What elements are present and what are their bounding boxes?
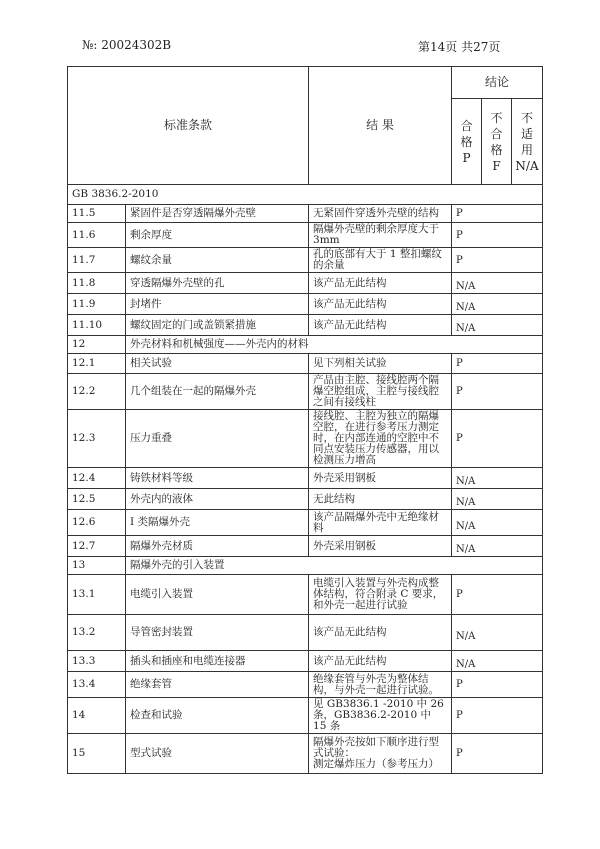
section-row (68, 557, 543, 575)
clause-number: 12.2 (68, 374, 126, 410)
clause-number: 13.2 (68, 615, 126, 651)
section-row (68, 336, 543, 354)
verdict: N/A (452, 651, 543, 672)
table-row (68, 510, 543, 536)
clause-name: 穿透隔爆外壳壁的孔 (126, 273, 309, 294)
clause-name: 铸铁材料等级 (126, 468, 309, 489)
verdict: N/A (452, 315, 543, 336)
na-header-text: 不 适 用 N/A (515, 110, 539, 173)
clause-number: 11.6 (68, 223, 126, 248)
result-text: 外壳采用钢板 (309, 536, 452, 557)
test-report-table (67, 66, 543, 774)
clause-name: 螺纹固定的门或盖锁紧措施 (126, 315, 309, 336)
clause-number: 12.3 (68, 410, 126, 468)
verdict: P (452, 410, 543, 468)
table-row (68, 315, 543, 336)
conclusion-header: 结论 (452, 67, 543, 99)
clause-name: 绝缘套管 (126, 672, 309, 698)
clause-name: 电缆引入装置 (126, 575, 309, 615)
table-row (68, 575, 543, 615)
verdict: P (452, 205, 543, 223)
table-row (68, 489, 543, 510)
clause-name: 隔爆外壳材质 (126, 536, 309, 557)
standard-row: GB 3836.2-2010 (68, 185, 543, 205)
table-row (68, 223, 543, 248)
result-text: 绝缘套管与外壳为整体结构，与外壳一起进行试验。 (309, 672, 452, 698)
verdict: P (452, 374, 543, 410)
pass-header (452, 99, 482, 185)
result-text: 该产品无此结构 (309, 294, 452, 315)
result-text: 无紧固件穿透外壳壁的结构 (309, 205, 452, 223)
clause-number: 13.1 (68, 575, 126, 615)
fail-header-text: 不 合 格 F (490, 110, 503, 173)
clause-number: 11.9 (68, 294, 126, 315)
result-text: 见 GB3836.1 -2010 中 26 条，GB3836.2-2010 中 15 条 (309, 698, 452, 734)
result-text: 产品由主腔、接线腔两个隔爆空腔组成，主腔与接线腔之间有接线柱 (309, 374, 452, 410)
section-title: 隔爆外壳的引入装置 (126, 557, 543, 575)
verdict: N/A (452, 510, 543, 536)
verdict: P (452, 698, 543, 734)
result-text: 接线腔、主腔为独立的隔爆空腔，在进行参考压力测定时，在内部连通的空腔中不同点安装压力传感器，用以检测压力增高 (309, 410, 452, 468)
verdict: P (452, 672, 543, 698)
verdict: P (452, 354, 543, 374)
pass-header-text: 合 格 P (460, 118, 473, 165)
result-text: 该产品无此结构 (309, 615, 452, 651)
clause-name: 外壳内的液体 (126, 489, 309, 510)
table-row (68, 651, 543, 672)
table-row (68, 615, 543, 651)
verdict: N/A (452, 536, 543, 557)
table-row (68, 698, 543, 734)
clause-number: 13.3 (68, 651, 126, 672)
verdict: N/A (452, 468, 543, 489)
table-row (68, 354, 543, 374)
clause-number: 13.4 (68, 672, 126, 698)
clause-name: 封堵件 (126, 294, 309, 315)
clause-number: 12 (68, 336, 126, 354)
clause-name: 压力重叠 (126, 410, 309, 468)
clause-number: 12.7 (68, 536, 126, 557)
clause-name: 几个组装在一起的隔爆外壳 (126, 374, 309, 410)
clause-name: 紧固件是否穿透隔爆外壳壁 (126, 205, 309, 223)
verdict: P (452, 223, 543, 248)
result-text: 该产品无此结构 (309, 273, 452, 294)
clause-name: I 类隔爆外壳 (126, 510, 309, 536)
section-title: 外壳材料和机械强度——外壳内的材料 (126, 336, 543, 354)
result-text: 该产品隔爆外壳中无绝缘材料 (309, 510, 452, 536)
table-row (68, 294, 543, 315)
verdict: P (452, 575, 543, 615)
table-row (68, 205, 543, 223)
table-row (68, 410, 543, 468)
clause-number: 11.8 (68, 273, 126, 294)
table-row (68, 468, 543, 489)
clause-number: 14 (68, 698, 126, 734)
clause-number: 12.4 (68, 468, 126, 489)
table-row (68, 536, 543, 557)
clause-number: 12.6 (68, 510, 126, 536)
clause-name: 检查和试验 (126, 698, 309, 734)
report-number: №: 20024302B (82, 38, 172, 52)
verdict: N/A (452, 273, 543, 294)
clause-number: 15 (68, 734, 126, 774)
result-text: 该产品无此结构 (309, 651, 452, 672)
fail-header (482, 99, 512, 185)
clause-number: 12.5 (68, 489, 126, 510)
table-row (68, 273, 543, 294)
clause-number: 11.7 (68, 248, 126, 273)
clause-name: 导管密封装置 (126, 615, 309, 651)
result-text: 隔爆外壳壁的剩余厚度大于 3mm (309, 223, 452, 248)
table-row (68, 734, 543, 774)
clause-number: 11.10 (68, 315, 126, 336)
clause-number: 13 (68, 557, 126, 575)
clause-name: 型式试验 (126, 734, 309, 774)
verdict: P (452, 248, 543, 273)
clause-name: 相关试验 (126, 354, 309, 374)
result-text: 无此结构 (309, 489, 452, 510)
clause-name: 插头和插座和电缆连接器 (126, 651, 309, 672)
result-text: 电缆引入装置与外壳构成整体结构，符合附录 C 要求，和外壳一起进行试验 (309, 575, 452, 615)
result-header: 结 果 (309, 67, 452, 185)
na-header (512, 99, 543, 185)
verdict: N/A (452, 294, 543, 315)
verdict: N/A (452, 489, 543, 510)
result-text: 外壳采用钢板 (309, 468, 452, 489)
page-indicator: 第14页 共27页 (418, 40, 501, 54)
result-text: 隔爆外壳按如下顺序进行型式试验： 测定爆炸压力（参考压力） (309, 734, 452, 774)
result-text: 该产品无此结构 (309, 315, 452, 336)
clause-number: 12.1 (68, 354, 126, 374)
table-row (68, 248, 543, 273)
clause-name: 剩余厚度 (126, 223, 309, 248)
verdict: P (452, 734, 543, 774)
verdict: N/A (452, 615, 543, 651)
clause-header: 标准条款 (68, 67, 309, 185)
result-text: 见下列相关试验 (309, 354, 452, 374)
table-row (68, 374, 543, 410)
result-text: 孔的底部有大于 1 整扣螺纹的余量 (309, 248, 452, 273)
clause-number: 11.5 (68, 205, 126, 223)
clause-name: 螺纹余量 (126, 248, 309, 273)
table-row (68, 672, 543, 698)
